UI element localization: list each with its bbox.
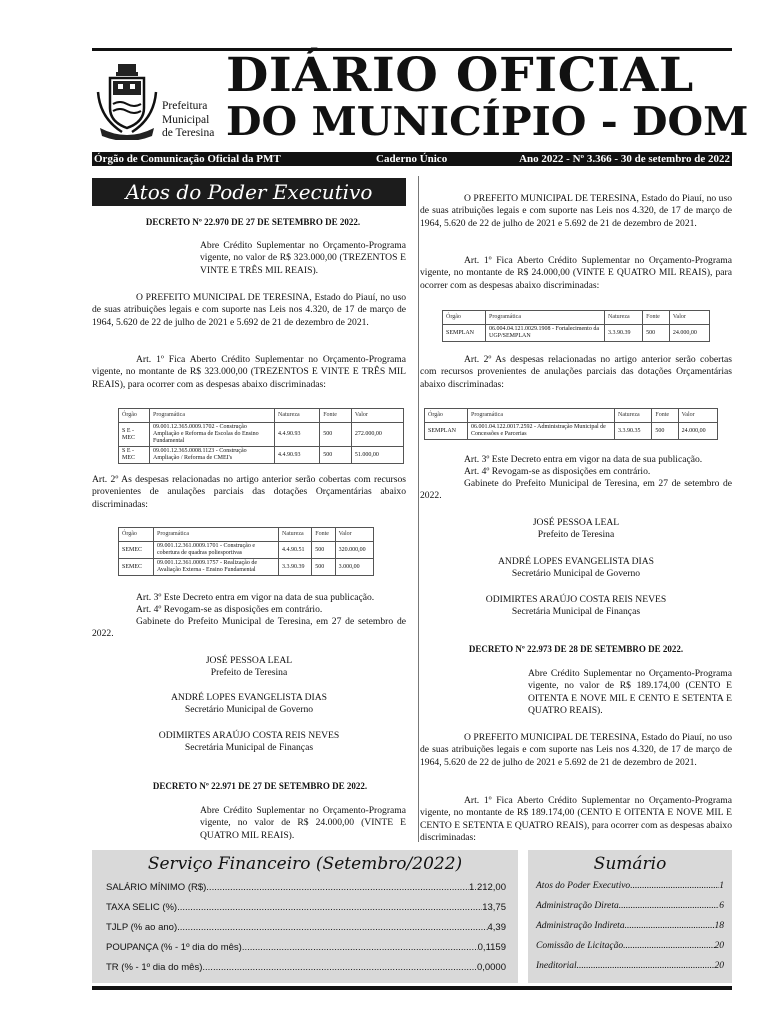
decree-973-art1: Art. 1º Fica Aberto Crédito Suplementar no Orçamento-Programa vigente, no montante de R$ 189.174,00 (CENTO E OITENTA E NOVE MIL E CENTO E SETENTA E QUATRO REAIS), para ocorrer com as despesas abaixo discriminadas: — [420, 795, 732, 844]
decree-971-art1: Art. 1º Fica Aberto Crédito Suplementar no Orçamento-Programa vigente, no montante de R$ 24.000,00 (VINTE E QUATRO MIL REAIS), para ocorrer com as despesas abaixo discriminadas: — [420, 255, 732, 291]
column-divider — [418, 176, 419, 842]
summary-item[interactable]: Administração Indireta ..... 18 — [536, 921, 724, 931]
masthead-title-line2: DO MUNICÍPIO - DOM — [226, 99, 749, 145]
signature-name: JOSÉ PESSOA LEAL — [205, 655, 293, 666]
decree-971-art4: Art. 4º Revogam-se as disposições em contrário. — [464, 466, 651, 477]
financial-row: TJLP (% ao ano) ..... 4,39 — [106, 922, 506, 933]
table-row: S E - MEC 09.001.12.365.0009.1702 - Construção Ampliação e Reforma de Escolas do Ensino Fundamental 4.4.90.93 500 272.000,00 — [119, 423, 404, 447]
table-header: Programática — [486, 311, 605, 325]
table-row: SEMEC 09.001.12.361.0009.1757 - Realização de Avaliação Externa - Ensino Fundamental 3.3.90.39 500 3.000,00 — [119, 559, 374, 576]
signature-role: Secretária Municipal de Finanças — [184, 742, 314, 753]
decree-971-table-supplement — [442, 310, 710, 342]
table-header: Fonte — [320, 409, 352, 423]
summary-item[interactable]: Atos do Poder Executivo ..... 1 — [536, 881, 724, 891]
decree-970-art3: Art. 3º Este Decreto entra em vigor na data de sua publicação. — [136, 592, 375, 603]
decree-970-ementa: Abre Crédito Suplementar no Orçamento-Programa vigente, no valor de R$ 323.000,00 (TREZENTOS E VINTE E TRÊS MIL REAIS). — [200, 240, 406, 276]
edition-bar-caderno: Caderno Único — [376, 153, 448, 165]
financial-row: SALÁRIO MÍNIMO (R$) ..... 1.212,00 — [106, 882, 506, 893]
financial-service-title: Serviço Financeiro (Setembro/2022) — [147, 854, 463, 874]
signature-name: ODIMIRTES ARAÚJO COSTA REIS NEVES — [485, 594, 667, 605]
summary-title: Sumário — [593, 854, 667, 874]
table-header: Programática — [154, 528, 279, 542]
table-header: Fonte — [312, 528, 335, 542]
signature-name: ANDRÉ LOPES EVANGELISTA DIAS — [170, 692, 328, 703]
signature-role: Secretária Municipal de Finanças — [511, 606, 641, 617]
signature-role: Secretário Municipal de Governo — [184, 704, 314, 715]
edition-bar-organ: Órgão de Comunicação Oficial da PMT — [94, 153, 281, 165]
decree-970-title: DECRETO Nº 22.970 DE 27 DE SETEMBRO DE 2022. — [145, 217, 361, 227]
table-row: SEMPLAN 06.001.04.122.0017.2592 - Administração Municipal de Concessões e Parcerias 3.3.90.35 500 24.000,00 — [425, 423, 718, 440]
table-header: Valor — [351, 409, 403, 423]
table-header: Órgão — [119, 409, 150, 423]
signature-name: ODIMIRTES ARAÚJO COSTA REIS NEVES — [158, 730, 340, 741]
table-header: Natureza — [615, 409, 652, 423]
decree-970-art1: Art. 1º Fica Aberto Crédito Suplementar no Orçamento-Programa vigente, no montante de R$ 323.000,00 (TREZENTOS E VINTE E TRÊS MIL REAIS), para ocorrer com as despesas abaixo discriminadas: — [92, 354, 406, 390]
signature-role: Prefeito de Teresina — [537, 529, 615, 540]
financial-row: TAXA SELIC (%) ..... 13,75 — [106, 902, 506, 913]
signature-role: Prefeito de Teresina — [210, 667, 288, 678]
decree-973-title: DECRETO Nº 22.973 DE 28 DE SETEMBRO DE 2022. — [468, 644, 684, 654]
table-header: Órgão — [443, 311, 486, 325]
signature-name: ANDRÉ LOPES EVANGELISTA DIAS — [497, 556, 655, 567]
decree-970-gabinete: Gabinete do Prefeito Municipal de Teresina, em 27 de setembro de 2022. — [92, 616, 406, 640]
table-row: S E - MEC 09.001.12.365.0008.1123 - Construção Ampliação / Reforma de CMEI's 4.4.90.93 500 51.000,00 — [119, 447, 404, 464]
table-header: Valor — [335, 528, 373, 542]
decree-971-intro: O PREFEITO MUNICIPAL DE TERESINA, Estado do Piauí, no uso de suas atribuições legais e com suporte nas Leis nos 4.320, de 17 de março de 1964, 5.620 de 22 de julho de 2021 e 5.692 de 21 de dezembro de 2021. — [420, 193, 732, 229]
table-header: Órgão — [425, 409, 468, 423]
summary-item[interactable]: Comissão de Licitação ..... 20 — [536, 941, 724, 951]
masthead-title-line1: DIÁRIO OFICIAL — [226, 48, 694, 103]
decree-971-art2: Art. 2º As despesas relacionadas no artigo anterior serão cobertas com recursos provenientes de anulações parciais das dotações Orçamentárias abaixo discriminadas: — [420, 354, 732, 390]
table-row: SEMEC 09.001.12.361.0009.1701 - Construção e cobertura de quadras poliesportivas 4.4.90.51 500 320.000,00 — [119, 542, 374, 559]
signature-name: JOSÉ PESSOA LEAL — [532, 517, 620, 528]
decree-971-ementa: Abre Crédito Suplementar no Orçamento-Programa vigente, no valor de R$ 24.000,00 (VINTE E QUATRO MIL REAIS). — [200, 805, 406, 841]
table-row: SEMPLAN 06.004.04.121.0029.1908 - Fortalecimento da UGP/SEMPLAN 3.3.90.39 500 24.000,00 — [443, 325, 710, 342]
table-header: Valor — [678, 409, 717, 423]
prefeitura-label: Prefeitura Municipal de Teresina — [162, 100, 215, 139]
decree-971-table-annulment — [424, 408, 718, 440]
decree-971-title: DECRETO Nº 22.971 DE 27 DE SETEMBRO DE 2022. — [152, 781, 368, 791]
edition-bar — [92, 152, 732, 166]
table-header: Programática — [468, 409, 615, 423]
decree-970-table-annulment — [118, 527, 374, 576]
summary-item[interactable]: Ineditorial ..... 20 — [536, 961, 724, 971]
table-header: Programática — [150, 409, 275, 423]
table-header: Natureza — [605, 311, 643, 325]
bottom-rule — [92, 986, 732, 990]
summary-item[interactable]: Administração Direta ..... 6 — [536, 901, 724, 911]
table-header: Natureza — [275, 409, 320, 423]
decree-970-art4: Art. 4º Revogam-se as disposições em contrário. — [136, 604, 323, 615]
table-header: Natureza — [279, 528, 312, 542]
table-header: Fonte — [643, 311, 670, 325]
financial-row: TR (% - 1º dia do mês) ..... 0,0000 — [106, 962, 506, 973]
decree-970-table-supplement — [118, 408, 404, 464]
table-header: Fonte — [652, 409, 678, 423]
decree-971-art3: Art. 3º Este Decreto entra em vigor na data de sua publicação. — [464, 454, 703, 465]
decree-971-gabinete: Gabinete do Prefeito Municipal de Teresina, em 27 de setembro de 2022. — [420, 478, 732, 502]
table-header: Órgão — [119, 528, 154, 542]
table-header: Valor — [669, 311, 709, 325]
signature-role: Secretário Municipal de Governo — [511, 568, 641, 579]
decree-973-ementa: Abre Crédito Suplementar no Orçamento-Programa vigente, no valor de R$ 189.174,00 (CENTO E OITENTA E NOVE MIL E CENTO E SETENTA E QUATRO REAIS). — [528, 668, 732, 717]
decree-970-intro: O PREFEITO MUNICIPAL DE TERESINA, Estado do Piauí, no uso de suas atribuições legais e com suporte nas Leis nos 4.320, de 17 de março de 1964, 5.620 de 22 de julho de 2021 e 5.692 de 21 de dezembro de 2021. — [92, 292, 406, 328]
section-title: Atos do Poder Executivo — [92, 178, 406, 206]
edition-bar-edition: Ano 2022 - Nº 3.366 - 30 de setembro de 2022 — [519, 153, 730, 165]
decree-970-art2: Art. 2º As despesas relacionadas no artigo anterior serão cobertas com recursos provenientes de anulações parciais das dotações Orçamentárias abaixo discriminadas: — [92, 474, 406, 510]
financial-row: POUPANÇA (% - 1º dia do mês) ..... 0,1159 — [106, 942, 506, 953]
decree-973-intro: O PREFEITO MUNICIPAL DE TERESINA, Estado do Piauí, no uso de suas atribuições legais e com suporte nas Leis nos 4.320, de 17 de março de 1964, 5.620 de 22 de julho de 2021 e 5.692 de 21 de dezembro de 2021. — [420, 732, 732, 768]
teresina-crest-icon — [96, 62, 158, 140]
